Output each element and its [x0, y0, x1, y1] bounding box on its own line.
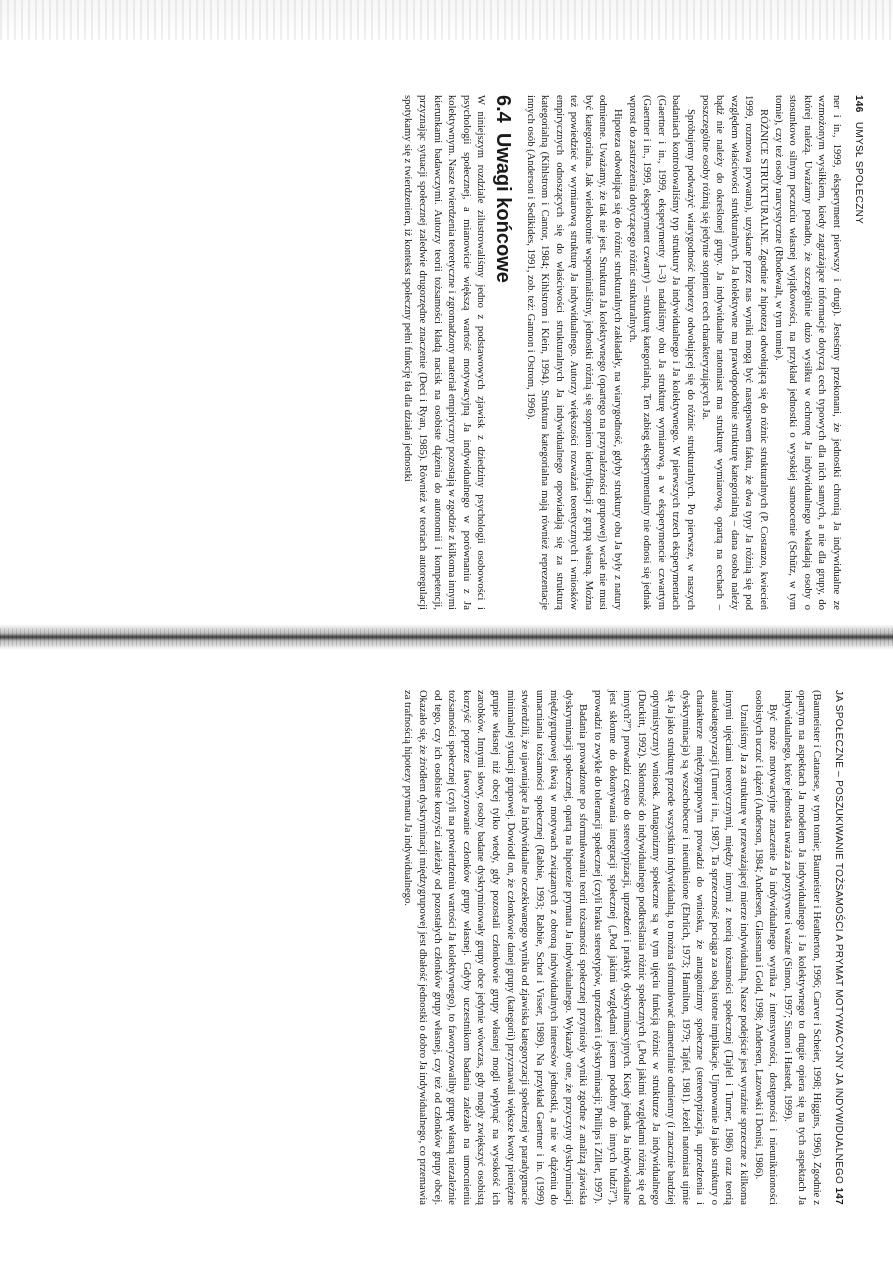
- paragraph: (Baumeister i Catanese, w tym tomie; Baumeister i Heatherton, 1996; Carver i Scheier, 1998; Higgins, 1996). Zgodnie z opartym na aspektach Ja modelem Ja indywidualnego i Ja kolektywnego to drugie opiera się na tych aspektach Ja indywidualnego, które jednostka uważa za pozytywne i ważne (Simon, 1997; Simon i Hastedt, 1999).: [781, 690, 822, 1205]
- running-head-title: JA SPOŁECZNE – POSZUKIWANIE TOŻSAMOŚCI A PRYMAT MOTYWACYJNY JA INDYWIDUALNEGO: [833, 690, 844, 1185]
- paragraph: Być może motywacyjne znaczenie Ja indywidualnego wynika z intensywności, dostępności i nieuniknioności osobistych uczuć i dążeń (Anderson, 1984; Andersen, Glassman i Gold, 1998; Andersen, Lazowski i Donisi, 1986).: [752, 690, 779, 1205]
- body-text: [400, 690, 823, 1205]
- book-gutter-noise: [0, 628, 893, 646]
- paragraph: Uznaliśmy Ja za strukturę w przeważającej mierze indywidualną. Nasze podejście jest wyraźnie sprzeczne z kilkoma innymi ujęciami teoretycznymi, między innymi z teorią tożsamości społecznej (Tajfel i Turner, 1986) oraz teorią autokategoryzacji (Turner i in., 1987). Ta sprzeczność pociąga za sobą istotne implikacje. Ujmowanie Ja jako struktury o charakterze międzygrupowym prowadzi do wniosku, że antagonizmy społeczne (stereotypizacja, uprzedzenia i dyskryminacja) są wszechobecne i nieuniknione (Ehrlich, 1973; Hamilton, 1979; Tajfel, 1981). Jeżeli natomiast ujmie się Ja jako strukturę przede wszystkim indywidualną, to można sformułować diametralnie odmienny (i znacznie bardziej optymistyczny) wniosek. Antagonizmy społeczne są w tym ujęciu funkcją różnic w strukturze Ja indywidualnego (Duckitt, 1992). Skłonność do indywidualnego podkreślania różnic społecznych („Pod jakimi względami różnię się od innych?”) prowadzi często do stereotypizacji, uprzedzeń i praktyk dyskryminacyjnych. Kiedy jednak Ja indywidualne jest skłonne do dokonywania integracji społecznej („Pod jakimi względami jestem podobny do innych ludzi?”), prowadzi to zwykle do tolerancji społecznej (czyli braku stereotypów, uprzedzeń i dyskryminacji; Phillips i Ziller, 1997).: [592, 690, 750, 1205]
- running-head-title: UMYSŁ SPOŁECZNY: [853, 121, 864, 225]
- paragraph: W niniejszym rozdziale zilustrowaliśmy jedno z podstawowych zjawisk z dziedziny psychologii osobowości i psychologii społecznej, a mianowicie większą wartość motywacyjną Ja indywidualnego w porównaniu z Ja kolektywnym. Nasze twierdzenia teoretyczne i zgromadzony materiał empiryczny pozostają w zgodzie z kilkoma innymi kierunkami badawczymi. Autorzy teorii tożsamości kładą nacisk na osobiste dążenia do autonomii i kompetencji, przyznając sytuacji społecznej zaledwie drugorzędne znaczenie (Deci i Ryan, 1985). Również w teoriach autoregulacji spotykamy się z twierdzeniem, iż kontekst społeczny pełni funkcję tła dla działań jednostki: [402, 95, 487, 610]
- paragraph: Spróbujemy podważyć wiarygodność hipotezy odwołującej się do różnic strukturalnych. Po pierwsze, w naszych badaniach kontrolowaliśmy typ struktury Ja indywidualnego i Ja kolektywnego. W pierwszych trzech eksperymentach (Gaertner i in., 1999, eksperymenty 1–3) nadaliśmy obu Ja strukturę wymiarową, a w eksperymencie czwartym (Gaertner i in., 1999, eksperyment czwarty) – strukturę kategorialną. Ten zabieg eksperymentalny nie odnosi się jednak wprost do zastrzeżenia dotyczącego różnic strukturalnych.: [626, 95, 697, 610]
- paragraph: ner i in., 1999, eksperyment pierwszy i drugi). Jesteśmy przekonani, że jednostki chronią Ja indywidualne ze wzmożonym wysiłkiem, kiedy zagrażające informacje dotyczą cech typowych dla nich samych, a nie dla grupy, do której należą. Uważamy ponadto, że szczególnie dużo wysiłku w ochronę Ja indywidualnego wkładają osoby o stosunkowo silnym poczuciu własnej wyjątkowości, na przykład jednostki o wysokiej samoocenie (Schütz, w tym tomie), czy też osoby narcystyczne (Rhodewalt, w tym tomie).: [772, 95, 842, 610]
- section-number: 6.4: [491, 95, 514, 123]
- page-146: [200, 95, 864, 610]
- running-head: [833, 690, 844, 1205]
- section-heading: [491, 95, 514, 610]
- page-147: [184, 690, 844, 1205]
- body-text: [400, 95, 843, 610]
- paragraph: Hipoteza odwołująca się do różnic strukturalnych zakładały, na wiarygodność, gdyby struktury obu Ja były z natury odmienne. Uważamy, że tak nie jest. Struktura Ja kolektywnego (opartego na przynależności grupowej) wcale nie musi być kategorialna. Jak wielokrotnie wspominaliśmy, jednostki różnią się stopniem identyfikacji z grupą własną. Można też powiedzieć w wymiarową strukturę Ja indywidualnego. Autorzy większości rozważań teoretycznych i wniosków empirycznych odnoszących się do właściwości strukturalnych Ja indywidualnego opowiadają się za strukturą kategorialną (Kihlstrom i Cantor, 1984; Kihlstrom i Klein, 1994). Struktura kategorialna mają również reprezentacje innych osób (Anderson i Sedikides, 1991, zob. też: Gannon i Ostrom, 1996).: [524, 95, 624, 610]
- page-number: 146: [853, 95, 864, 113]
- paragraph: Badania prowadzone po sformułowaniu teorii tożsamości społecznej przyniosły wyniki zgodne z analizą zjawiska dyskryminacji społecznej, opartą na hipotezie prymatu Ja indywidualnego. Wykazały one, że przyczyny dyskryminacji międzygrupowej tkwią w motywach związanych z obroną indywidualnych interesów jednostki, a nie w dążeniu do umacniania tożsamości społecznej (Rabbie, 1993; Rabbie, Schot i Visser, 1989). Na przykład Gaertner i in. (1999) stwierdzili, że ujawniające Ja indywidualne oczekiwanego wyniku od zjawiska kategoryzacji społecznej w paradygmacie minimalnej sytuacji grupowej. Dowiodł on, że członkowie danej grupy (kategorii) przyznawali większe kwoty pieniężne grupie własnej niż obcej tylko wtedy, gdy pozostali członkowie grupy własnej mogli wpłynąć na wysokość ich zarobków. Innymi słowy, osoby badane dyskryminowały grupy obce jedynie wówczas, gdy mogły zwiększyć osobistą korzyść poprzez faworyzowanie członków grupy własnej. Gdyby uczestnikom badania zależało na umocnieniu tożsamości społecznej (czyli na potwierdzeniu wartości Ja kolektywnego), to faworyzowaliby grupę własną niezależnie od tego, czy ich osobiste korzyści zależały od pozostałych członków grupy własnej, czy też od członków grupy obcej. Okazało się, że źródłem dyskryminacji międzygrupowej jest dbałość jednostki o dobro Ja indywidualnego, co przemawia za trafnością hipotezy prymatu Ja indywidualnego.: [402, 690, 589, 1205]
- section-title: Uwagi końcowe: [491, 132, 514, 283]
- paragraph: RÓŻNICE STRUKTURALNE. Zgodnie z hipotezą odwołującą się do różnic strukturalnych (P. Costanzo, kwiecień 1999, rozmowa prywatna), uzyskane przez nas wyniki mogą być następstwem faktu, że dwa typy Ja różnią się pod względem właściwości strukturalnych. Ja kolektywne ma prawdopodobnie strukturę kategorialną – dana osoba należy bądź nie należy do określonej grupy. Ja indywidualne natomiast ma strukturę wymiarową, opartą na cechach – poszczególne osoby różnią się jedynie stopniem cech charakteryzujących Ja.: [699, 95, 770, 610]
- running-head: [853, 95, 864, 610]
- page-number: 147: [833, 1187, 844, 1205]
- scanner-noise-top: [0, 0, 893, 40]
